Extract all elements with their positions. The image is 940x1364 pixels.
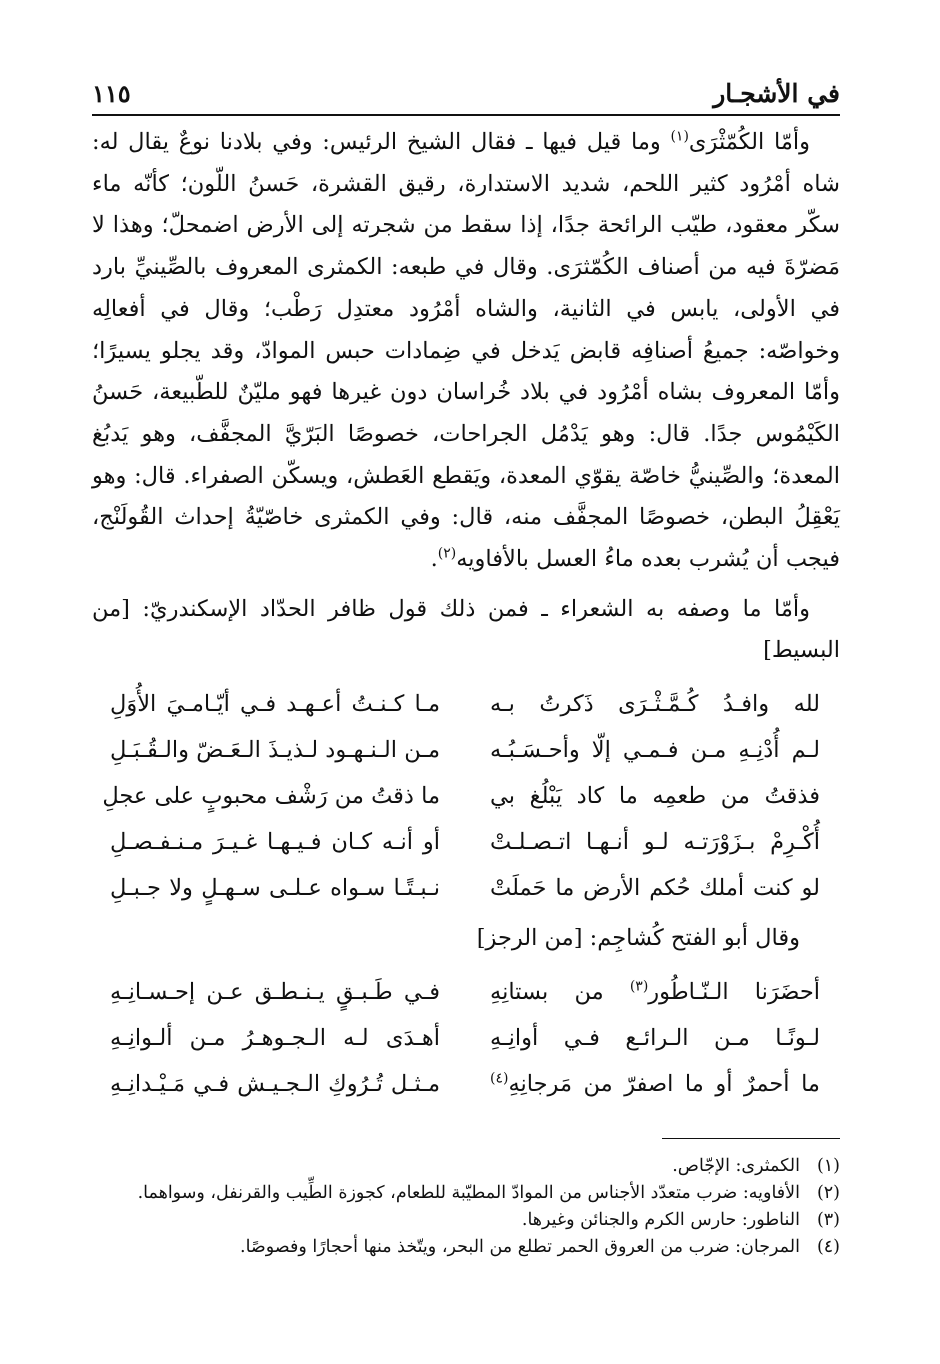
hemistich-second: أو أنـه كـان فـيـهـا غـيـرَ مـنـفـصـلِ (110, 829, 440, 856)
hemistich-text: ما أحمرٌ أو ما اصفرّ من مَرجانِهِ (508, 1070, 820, 1097)
poem-kushajim (92, 970, 840, 1108)
paragraph-text: وأمّا الكُمّثْرَى (688, 129, 810, 155)
footnote-ref-4: (٤) (490, 1070, 509, 1087)
verse-line (92, 970, 840, 1016)
hemistich-second: مـا كـنـتُ أعـهـد فـي أيّـامـيَ الأُوَلِ (110, 691, 440, 718)
main-text (92, 122, 840, 1108)
footnote-item (92, 1180, 840, 1207)
hemistich-first (490, 1018, 820, 1060)
running-title: في الأشجـار (713, 79, 840, 108)
hemistich-text: لـونًـا مـن الـرائـع فـي أوانِـهِ (490, 1024, 820, 1051)
footnote-ref-2: (٢) (437, 545, 457, 562)
footnote-item (92, 1234, 840, 1261)
verse-line (92, 866, 840, 912)
footnote-divider (662, 1138, 840, 1139)
footnote-item (92, 1207, 840, 1234)
page-header (92, 72, 840, 116)
footnote-text: المرجان: ضرب من العروق الحمر تطلع من البحر، ويتّخذ منها أحجارًا وفصوصًا. (240, 1237, 800, 1257)
verse-line (92, 774, 840, 820)
footnotes (92, 1138, 840, 1261)
poem-kushajim-intro: وقال أبو الفتح كُشاجِم: [من الرجز] (476, 925, 800, 952)
hemistich-second: ما ذقتُ من رَشْف محبوبٍ على عجلِ (102, 783, 440, 810)
page-number: ١١٥ (92, 79, 131, 108)
hemistich-second: مـن الـنـهـود لـذيـذَ الـعَـضّ والـقُـبَـلِ (110, 737, 440, 764)
hemistich-second: فـي طَـبـقٍ يـنـطـق عـن إحـسـانِـهِ (110, 978, 440, 1005)
footnote-item (92, 1153, 840, 1180)
hemistich-second: أهـدَى لـه الـجـوهـرُ مـن ألـوانِـهِ (110, 1024, 440, 1051)
footnote-text: الناطور: حارس الكرم والجنائن وغيرها. (521, 1210, 800, 1230)
hemistich-text: من بستانِهِ (490, 978, 630, 1005)
verse-line (92, 820, 840, 866)
footnote-number: (٤) (816, 1237, 840, 1257)
paragraph-pear-description (92, 122, 840, 581)
verse-line (92, 728, 840, 774)
footnote-text: الكمثرى: الإجّاص. (672, 1156, 800, 1176)
hemistich-first: فذقتُ من طعمِه ما كاد يَبْلُغ بي (490, 783, 820, 810)
verse-line (92, 682, 840, 728)
hemistich-first: لله وافـدُ كُـمَّـثْـرَى ذَكرتُ بـه (490, 691, 820, 718)
paragraph-poets-intro: وأمّا ما وصفه به الشعراء ـ فمن ذلك قول ظافر الحدّاد الإسكندريّ: [من البسيط] (92, 595, 840, 664)
footnote-number: (٢) (816, 1183, 840, 1203)
footnote-ref-1: (١) (670, 128, 689, 145)
footnote-number: (٣) (816, 1210, 840, 1230)
footnote-text: الأفاويه: ضرب متعدّد الأجناس من الموادّ المطيّبة للطعام، كجوزة الطِّيب والقرنفل، وسواهما. (137, 1183, 800, 1203)
hemistich-first (490, 1064, 820, 1106)
footnote-number: (١) (816, 1156, 840, 1176)
poem-zafir (92, 682, 840, 912)
paragraph-text: . (430, 546, 438, 573)
hemistich-first: أُكْـرِمْ بـزَوْرَتـه لـو أنـهـا اتـصـلـتْ (490, 829, 820, 856)
hemistich-text: أحضَرَنا الـنّـاطُور (648, 978, 820, 1005)
hemistich-second: مـثـل تُـرُوكِ الـجـيـش فـي مَـيْـدانِـهِ (110, 1070, 440, 1097)
hemistich-first (490, 972, 820, 1014)
verse-line (92, 1062, 840, 1108)
verse-line (92, 1016, 840, 1062)
paragraph-text: وما قيل فيها ـ فقال الشيخ الرئيس: وفي بلادنا نوعٌ يقال له: شاه أمْرُود كثير اللحم، شديد الاستدارة، رقيق القشرة، حَسنُ اللّون؛ كأنّه ماء سكّر معقود، طيّب الرائحة جدًا، إذا سقط من شجرته إلى الأرض اضمحلّ؛ وهذا لا مَضرّةَ فيه من أصناف الكُمّثرَى. وقال في طبعه: الكمثرى المعروف بالصِّينيِّ بارد في الأولى، يابس في الثانية، والشاه أمْرُود معتدِل رَطْب؛ وقال في أفعالِه وخواصّه: جميعُ أصنافِه قابض يَدخل في ضِمادات حبس الموادّ، وقد يجلو يسيرًا؛ وأمّا المعروف بشاه أمْرُود في بلاد خُراسان دون غيرها فهو مليّنٌ للطّبيعة، حَسنُ الكَيْمُوس جدًا. قال: وهو يَدْمُل الجراحات، خصوصًا البَرّيَّ المجفَّف، وهو يَدبُغ المعدة؛ والصِّينيُّ خاصّة يقوّي المعدة، ويَقطع العَطش، ويسكّن الصفراء. قال: وهو يَعْقِلُ البطن، خصوصًا المجفَّف منه، قال: وفي الكمثرى خاصّيّةُ إحداث القُولَنْج، فيجب أن يُشرب بعده ماءُ العسل بالأفاويه (92, 129, 840, 573)
hemistich-first: لـم أُدْنِـهِ مـن فـمـي إلّا وأحـسَـبُـه (490, 737, 820, 764)
footnote-ref-3: (٣) (629, 978, 649, 995)
hemistich-first: لو كنت أملك حُكم الأرض ما حَملَتْ (490, 875, 820, 902)
hemistich-second: نـبـتًـا سـواه عـلـى سـهـلٍ ولا جـبـلِ (110, 875, 440, 902)
